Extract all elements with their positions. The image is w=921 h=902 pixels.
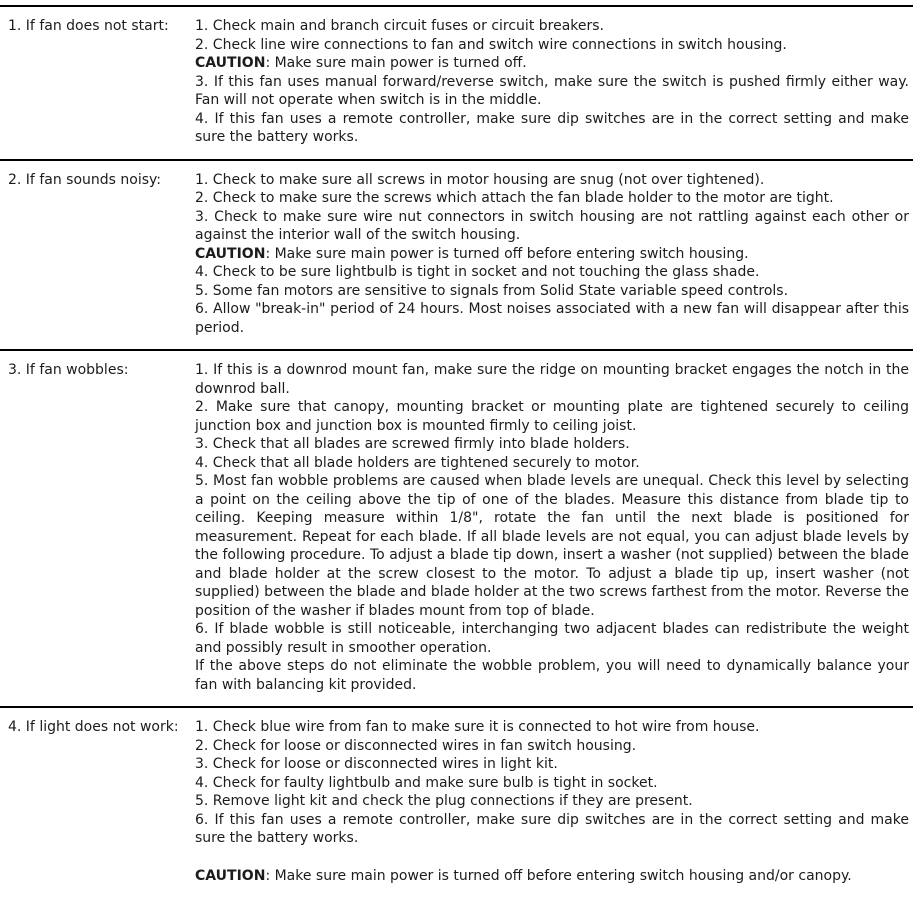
solution-steps (195, 361, 913, 694)
solution-step: 4. Check for faulty lightbulb and make sure bulb is tight in socket. (195, 774, 658, 791)
solution-step: 1. Check blue wire from fan to make sure it is connected to hot wire from house. (195, 719, 760, 735)
solution-step: 6. If this fan uses a remote controller, make sure dip switches are in the correct setting and make sure the battery works. (195, 811, 909, 846)
solution-step: 3. If this fan uses manual forward/reverse switch, make sure the switch is pushed firmly either way. Fan will not operate when switch is in the middle. (195, 73, 909, 108)
solution-step: 4. If this fan uses a remote controller, make sure dip switches are in the correct setting and make sure the battery works. (195, 110, 909, 145)
solution-steps (195, 171, 913, 338)
solution-step: 3. Check to make sure wire nut connectors in switch housing are not rattling against each other or against the interior wall of the switch housing. (195, 208, 909, 243)
solution-step: 1. Check to make sure all screws in motor housing are snug (not over tightened). (195, 171, 765, 188)
step-text: : Make sure main power is turned off before entering switch housing and/or canopy. (265, 867, 852, 884)
caution-label: CAUTION (195, 867, 266, 884)
solution-step: 5. Some fan motors are sensitive to signals from Solid State variable speed controls. (195, 282, 789, 299)
step-text: : Make sure main power is turned off. (265, 55, 527, 71)
problem-label: 2. If fan sounds noisy: (8, 171, 161, 188)
solution-step: 5. Most fan wobble problems are caused when blade levels are unequal. Check this level by selecting a point on the ceiling above the tip of one of the blades. Measure this distance from blade tip to ceiling. Keeping measure within 1/8", rotate the fan until the next blade is positioned for measurement. Repeat for each blade. If all blade levels are not equal, you can adjust blade levels by the following procedure. To adjust a blade tip down, insert a washer (not supplied) between the blade and blade holder at the screw closest to the motor. To adjust a blade tip up, insert washer (not supplied) between the blade and blade holder at the two screws farthest from the motor. Reverse the position of the washer if blades mount from top of blade. (195, 473, 909, 619)
solution-step: 1. Check main and branch circuit fuses or circuit breakers. (195, 18, 605, 34)
step-text: : Make sure main power is turned off before entering switch housing. (265, 245, 749, 262)
solution-step: 3. Check for loose or disconnected wires in light kit. (195, 756, 558, 772)
solution-step: 2. Check line wire connections to fan and switch wire connections in switch housing. (195, 36, 787, 53)
solution-step: 2. Check to make sure the screws which attach the fan blade holder to the motor are tight. (195, 190, 834, 206)
solution-step: 6. Allow "break-in" period of 24 hours. Most noises associated with a new fan will disappear after this period. (195, 301, 909, 336)
solution-step: 1. If this is a downrod mount fan, make sure the ridge on mounting bracket engages the notch in the downrod ball. (195, 362, 909, 397)
solution-steps (195, 17, 913, 147)
problem-label: 4. If light does not work: (8, 719, 179, 735)
trouble-row (0, 708, 913, 897)
solution-step: 2. Make sure that canopy, mounting bracket or mounting plate are tightened securely to ceiling junction box and junction box is mounted firmly to ceiling joist. (195, 399, 909, 434)
solution-step (195, 245, 909, 264)
solution-step (195, 54, 909, 73)
solution-step: 5. Remove light kit and check the plug connections if they are present. (195, 793, 693, 809)
problem-label: 1. If fan does not start: (8, 18, 169, 34)
solution-step: 2. Check for loose or disconnected wires in fan switch housing. (195, 737, 637, 754)
trouble-row (0, 7, 913, 161)
troubleshooting-table (0, 5, 913, 897)
solution-step: 4. Check to be sure lightbulb is tight in socket and not touching the glass shade. (195, 264, 760, 280)
trouble-row (0, 161, 913, 352)
solution-steps (195, 718, 913, 885)
problem-label: 3. If fan wobbles: (8, 362, 129, 378)
solution-step: 4. Check that all blade holders are tightened securely to motor. (195, 454, 640, 471)
solution-step: 6. If blade wobble is still noticeable, interchanging two adjacent blades can redistribute the weight and possibly result in smoother operation. (195, 621, 909, 656)
caution-label: CAUTION (195, 245, 266, 262)
solution-step (195, 867, 909, 886)
solution-step: If the above steps do not eliminate the wobble problem, you will need to dynamically balance your fan with balancing kit provided. (195, 658, 909, 693)
solution-step: 3. Check that all blades are screwed firmly into blade holders. (195, 436, 630, 452)
trouble-row (0, 351, 913, 708)
caution-label: CAUTION (195, 55, 266, 71)
